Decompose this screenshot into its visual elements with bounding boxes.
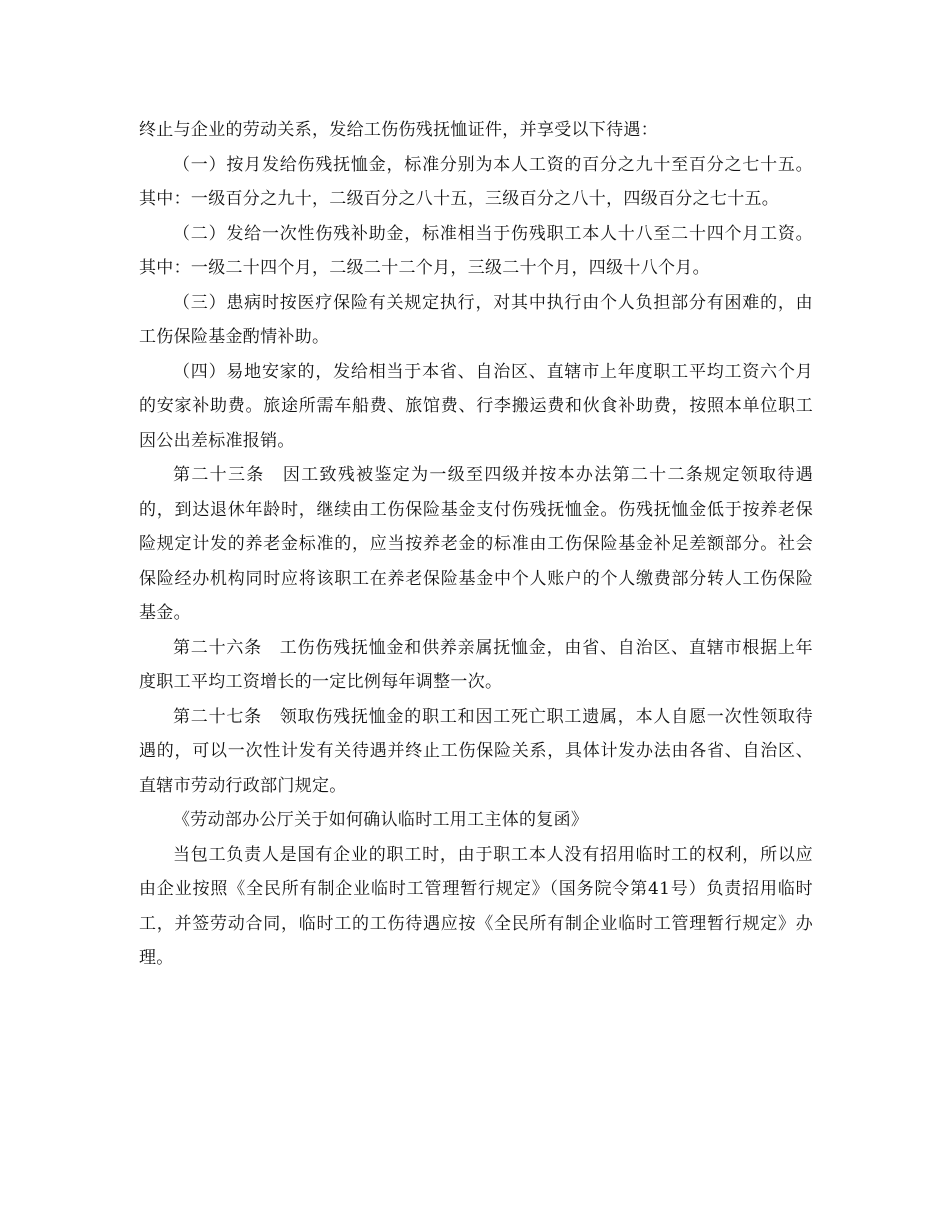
paragraph-reply-body: 当包工负责人是国有企业的职工时，由于职工本人没有招用临时工的权利，所以应由企业按照《全民所有制企业临时工管理暂行规定》（国务院令第41号）负责招用临时工，并签劳动合同，临时工的工伤待遇应按《全民所有制企业临时工管理暂行规定》办理。 [139,844,813,968]
paragraph-item-4: （四）易地安家的，发给相当于本省、自治区、直辖市上年度职工平均工资六个月的安家补助费。旅途所需车船费、旅馆费、行李搬运费和伙食补助费，按照本单位职工因公出差标准报销。 [139,361,813,451]
paragraph-item-3: （三）患病时按医疗保险有关规定执行，对其中执行由个人负担部分有困难的，由工伤保险基金酌情补助。 [139,292,813,347]
paragraph-item-2: （二）发给一次性伤残补助金，标准相当于伤残职工本人十八至二十四个月工资。其中：一级二十四个月，二级二十二个月，三级二十个月，四级十八个月。 [139,223,813,278]
paragraph-article-23: 第二十三条 因工致残被鉴定为一级至四级并按本办法第二十二条规定领取待遇的，到达退休年龄时，继续由工伤保险基金支付伤残抚恤金。伤残抚恤金低于按养老保险规定计发的养老金标准的，应当按养老金的标准由工伤保险基金补足差额部分。社会保险经办机构同时应将该职工在养老保险基金中个人账户的个人缴费部分转人工伤保险基金。 [139,465,813,623]
paragraph-item-1: （一）按月发给伤残抚恤金，标准分别为本人工资的百分之九十至百分之七十五。其中：一级百分之九十，二级百分之八十五，三级百分之八十，四级百分之七十五。 [139,154,813,209]
paragraph-continuation: 终止与企业的劳动关系，发给工伤伤残抚恤证件，并享受以下待遇： [139,120,658,140]
paragraph-reply-title: 《劳动部办公厅关于如何确认临时工用工主体的复函》 [173,810,589,830]
paragraph-article-27: 第二十七条 领取伤残抚恤金的职工和因工死亡职工遗属，本人自愿一次性领取待遇的，可以一次性计发有关待遇并终止工伤保险关系，具体计发办法由各省、自治区、直辖市劳动行政部门规定。 [139,706,813,796]
document-body [139,113,813,976]
paragraph-article-26: 第二十六条 工伤伤残抚恤金和供养亲属抚恤金，由省、自治区、直辖市根据上年度职工平均工资增长的一定比例每年调整一次。 [139,637,813,692]
